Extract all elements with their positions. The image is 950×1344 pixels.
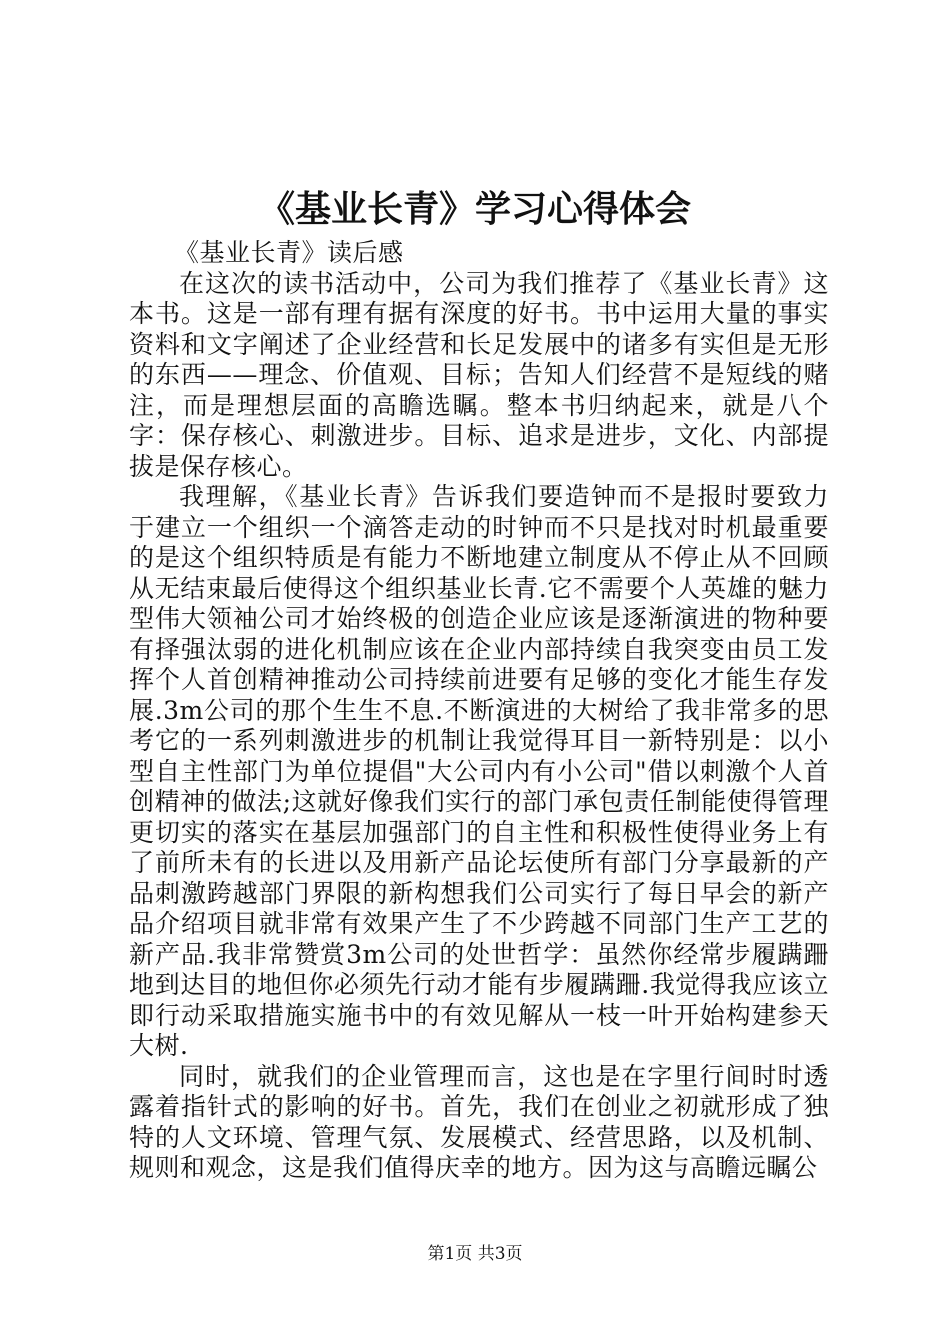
paragraph-1: 在这次的读书活动中，公司为我们推荐了《基业长青》这本书。这是一部有理有据有深度的好书。书中运用大量的事实资料和文字阐述了企业经营和长足发展中的诸多有实但是无形的东西——理念、价值观、目标；告知人们经营不是短线的赌注，而是理想层面的高瞻选瞩。整本书归纳起来，就是八个字：保存核心、刺激进步。目标、追求是进步，文化、内部提拔是保存核心。 (129, 268, 829, 481)
paragraph-3: 同时，就我们的企业管理而言，这也是在字里行间时时透露着指针式的影响的好书。首先，我们在创业之初就形成了独特的人文环境、管理气氛、发展模式、经营思路，以及机制、规则和观念，这是我们值得庆幸的地方。因为这与高瞻远瞩公 (129, 1061, 829, 1182)
paragraph-2: 我理解，《基业长青》告诉我们要造钟而不是报时要致力于建立一个组织一个滴答走动的时钟而不只是找对时机最重要的是这个组织特质是有能力不断地建立制度从不停止从不回顾从无结束最后使得这个组织基业长青.它不需要个人英雄的魅力型伟大领袖公司才始终极的创造企业应该是逐渐演进的物种要有择强汰弱的进化机制应该在企业内部持续自我突变由员工发挥个人首创精神推动公司持续前进要有足够的变化才能生存发展.3m公司的那个生生不息.不断演进的大树给了我非常多的思考它的一系列刺激进步的机制让我觉得耳目一新特别是：以小型自主性部门为单位提倡"大公司内有小公司"借以刺激个人首创精神的做法;这就好像我们实行的部门承包责任制能使得管理更切实的落实在基层加强部门的自主性和积极性使得业务上有了前所未有的长进以及用新产品论坛使所有部门分享最新的产品刺激跨越部门界限的新构想我们公司实行了每日早会的新产品介绍项目就非常有效果产生了不少跨越不同部门生产工艺的新产品.我非常赞赏3m公司的处世哲学：虽然你经常步履蹒跚地到达目的地但你必须先行动才能有步履蹒跚.我觉得我应该立即行动采取措施实施书中的有效见解从一枝一叶开始构建参天大树. (129, 482, 829, 1060)
page-title: 《基业长青》学习心得体会 (258, 189, 691, 230)
document-body (129, 238, 829, 1184)
page-footer: 第1页 共3页 (427, 1244, 523, 1264)
document-subtitle: 《基业长青》读后感 (174, 238, 404, 267)
